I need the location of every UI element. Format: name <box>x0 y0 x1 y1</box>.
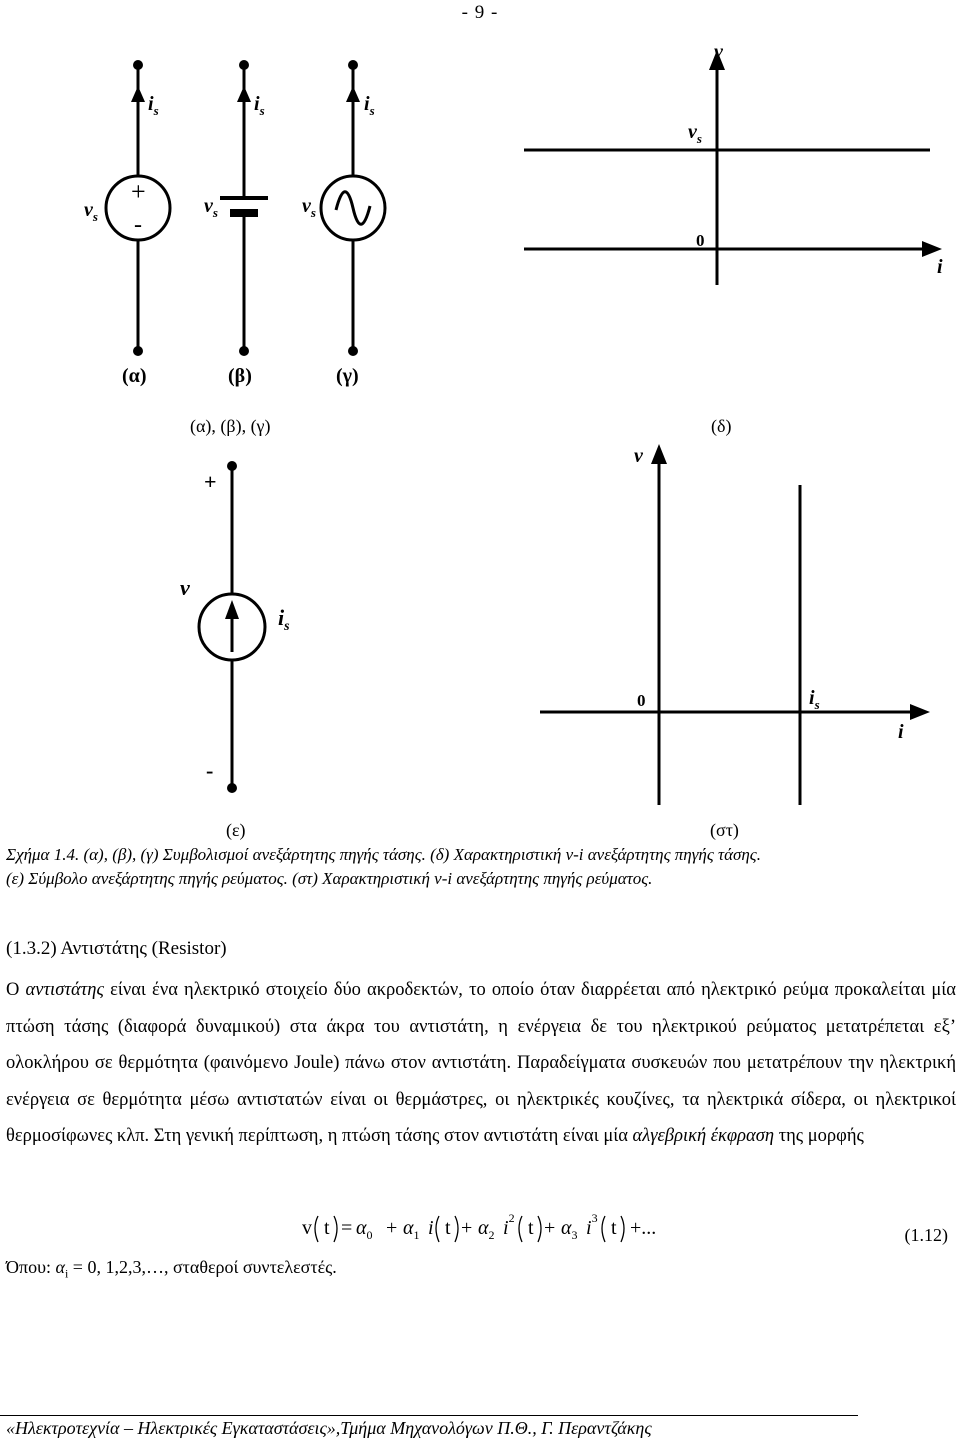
plus-sign-a: + <box>131 177 146 206</box>
label-gamma: (γ) <box>336 365 359 387</box>
eq-i2: i <box>503 1217 509 1239</box>
where-sub: i <box>64 1266 69 1281</box>
eq-plus2: + <box>461 1217 473 1239</box>
svg-text:vs <box>302 195 316 220</box>
plus-terminal: + <box>204 469 217 494</box>
eq-t2: t <box>528 1217 534 1239</box>
footer-rule <box>0 1415 858 1416</box>
voltage-label-b: v <box>204 195 213 217</box>
caption-e: (ε) <box>226 820 246 840</box>
eq-i3: i <box>586 1217 592 1239</box>
body-paragraph <box>6 972 956 1155</box>
v-label: v <box>180 575 190 600</box>
figure-caption-line1: Σχήμα 1.4. (α), (β), (γ) Συμβολισμοί ανεξάρτητης πηγής τάσης. (δ) Χαρακτηριστική v-i ανεξάρτητης πηγής τάσης. <box>6 845 761 864</box>
current-sub-g: s <box>369 103 375 118</box>
coefficients-note <box>6 1257 337 1282</box>
svg-text:α0 <box>356 1217 373 1242</box>
svg-text:is <box>148 93 159 118</box>
svg-text:i3 <box>586 1211 598 1239</box>
svg-text:i2 <box>503 1211 515 1239</box>
origin-label-st: 0 <box>637 691 646 710</box>
voltage-sub-a: s <box>92 209 98 224</box>
eq-sup3: 3 <box>591 1211 598 1225</box>
voltage-label-a: v <box>84 199 93 221</box>
page-footer <box>0 1415 960 1444</box>
is-label: i <box>278 605 285 630</box>
minus-sign-a: - <box>134 212 142 238</box>
where-alpha: α <box>55 1257 65 1277</box>
i-axis-label-st: i <box>898 721 904 743</box>
voltage-source-symbols <box>80 60 400 390</box>
para-text-3: της μορφής <box>774 1126 864 1146</box>
current-label-b: i <box>254 93 260 115</box>
label-alpha: (α) <box>122 365 147 387</box>
section-title: (1.3.2) Αντιστάτης (Resistor) <box>6 938 227 959</box>
eq-i1: i <box>428 1217 434 1239</box>
eq-sub0: 0 <box>366 1228 373 1242</box>
current-label-a: i <box>148 93 154 115</box>
i-axis-label: i <box>937 256 943 278</box>
voltage-sub-b: s <box>212 205 218 220</box>
svg-text:vs <box>688 121 702 146</box>
equation-1-12 <box>300 1208 680 1248</box>
svg-text:is <box>809 687 820 712</box>
para-emphasis-1: αντιστάτης <box>25 980 104 1000</box>
eq-t0: t <box>324 1217 330 1239</box>
minus-terminal: - <box>206 758 214 783</box>
eq-t3: t <box>611 1217 617 1239</box>
svg-text:is <box>278 605 290 634</box>
where-suffix: = 0, 1,2,3,…, σταθεροί συντελεστές. <box>68 1257 337 1277</box>
eq-lhs: v <box>302 1217 312 1239</box>
eq-sup2: 2 <box>508 1211 515 1225</box>
caption-st: (στ) <box>710 820 739 840</box>
svg-text:α2 <box>478 1217 495 1242</box>
figure-caption-line2: (ε) Σύμβολο ανεξάρτητης πηγής ρεύματος. (στ) Χαρακτηριστική v-i ανεξάρτητης πηγής ρεύματος. <box>6 869 653 888</box>
voltage-sub-g: s <box>310 205 316 220</box>
current-sub-a: s <box>153 103 159 118</box>
label-beta: (β) <box>228 365 252 387</box>
is-axis-label: i <box>809 687 815 709</box>
eq-dots: +... <box>630 1217 657 1239</box>
eq-a3: α <box>561 1217 572 1239</box>
svg-text:vs <box>84 199 98 224</box>
para-emphasis-2: αλγεβρική έκφραση <box>632 1126 775 1146</box>
eq-sub2: 2 <box>488 1228 495 1242</box>
para-text-2: είναι ένα ηλεκτρικό στοιχείο δύο ακροδεκτών, το οποίο όταν διαρρέεται από ηλεκτρικό ρεύμα προκαλείται μία πτώση τάσης (διαφορά δυναμικού) στα άκρα του αντιστάτη, η ενέργεια δε του ηλεκτρικού ρεύματος μετατρέπεται εξ’ ολοκλήρου σε θερμότητα (φαινόμενο Joule) πάνω στον αντιστάτη. Παραδείγματα συσκευών που μετατρέπουν την ηλεκτρική ενέργεια σε θερμότητα μέσω αντιστατών είναι οι θερμάστρες, οι ηλεκτρικές κουζίνες, τα ηλεκτρικά σίδερα, οι ηλεκτρικοί θερμοσίφωνες κλπ. Στη γενική περίπτωση, η πτώση τάσης στον αντιστάτη είναι μία <box>6 980 956 1146</box>
where-prefix: Όπου: <box>6 1257 56 1277</box>
eq-t1: t <box>445 1217 451 1239</box>
svg-text:α1 <box>403 1217 420 1242</box>
eq-plus3: + <box>544 1217 556 1239</box>
svg-text:is <box>254 93 265 118</box>
eq-a1: α <box>403 1217 414 1239</box>
caption-d: (δ) <box>711 416 732 436</box>
footer-text: «Ηλεκτροτεχνία – Ηλεκτρικές Εγκαταστάσεις»,Τμήμα Μηχανολόγων Π.Θ., Γ. Περαντζάκης <box>6 1418 652 1438</box>
page-number: - 9 - <box>461 2 499 23</box>
is-sub: s <box>284 619 290 634</box>
current-sub-b: s <box>259 103 265 118</box>
v-axis-label: v <box>714 41 723 63</box>
vi-characteristic-current-source <box>530 440 940 810</box>
para-text-1: Ο <box>6 980 26 1000</box>
figure-caption <box>6 843 761 891</box>
voltage-label-g: v <box>302 195 311 217</box>
v-axis-label-st: v <box>634 445 643 467</box>
eq-a0: α <box>356 1217 367 1239</box>
eq-a2: α <box>478 1217 489 1239</box>
vi-characteristic-voltage-source <box>510 40 950 290</box>
current-label-g: i <box>364 93 370 115</box>
svg-text:vs <box>204 195 218 220</box>
eq-equals: = <box>341 1217 353 1239</box>
eq-plus1: + <box>386 1217 398 1239</box>
origin-label: 0 <box>696 231 705 250</box>
vs-sub: s <box>696 131 702 146</box>
vs-label: v <box>688 121 697 143</box>
eq-sub1: 1 <box>413 1228 420 1242</box>
eq-sub3: 3 <box>571 1228 578 1242</box>
is-axis-sub: s <box>814 697 820 712</box>
equation-number: (1.12) <box>904 1225 948 1245</box>
current-source-symbol <box>170 455 300 805</box>
caption-abg: (α), (β), (γ) <box>190 416 271 436</box>
svg-text:α3 <box>561 1217 578 1242</box>
svg-text:is <box>364 93 375 118</box>
